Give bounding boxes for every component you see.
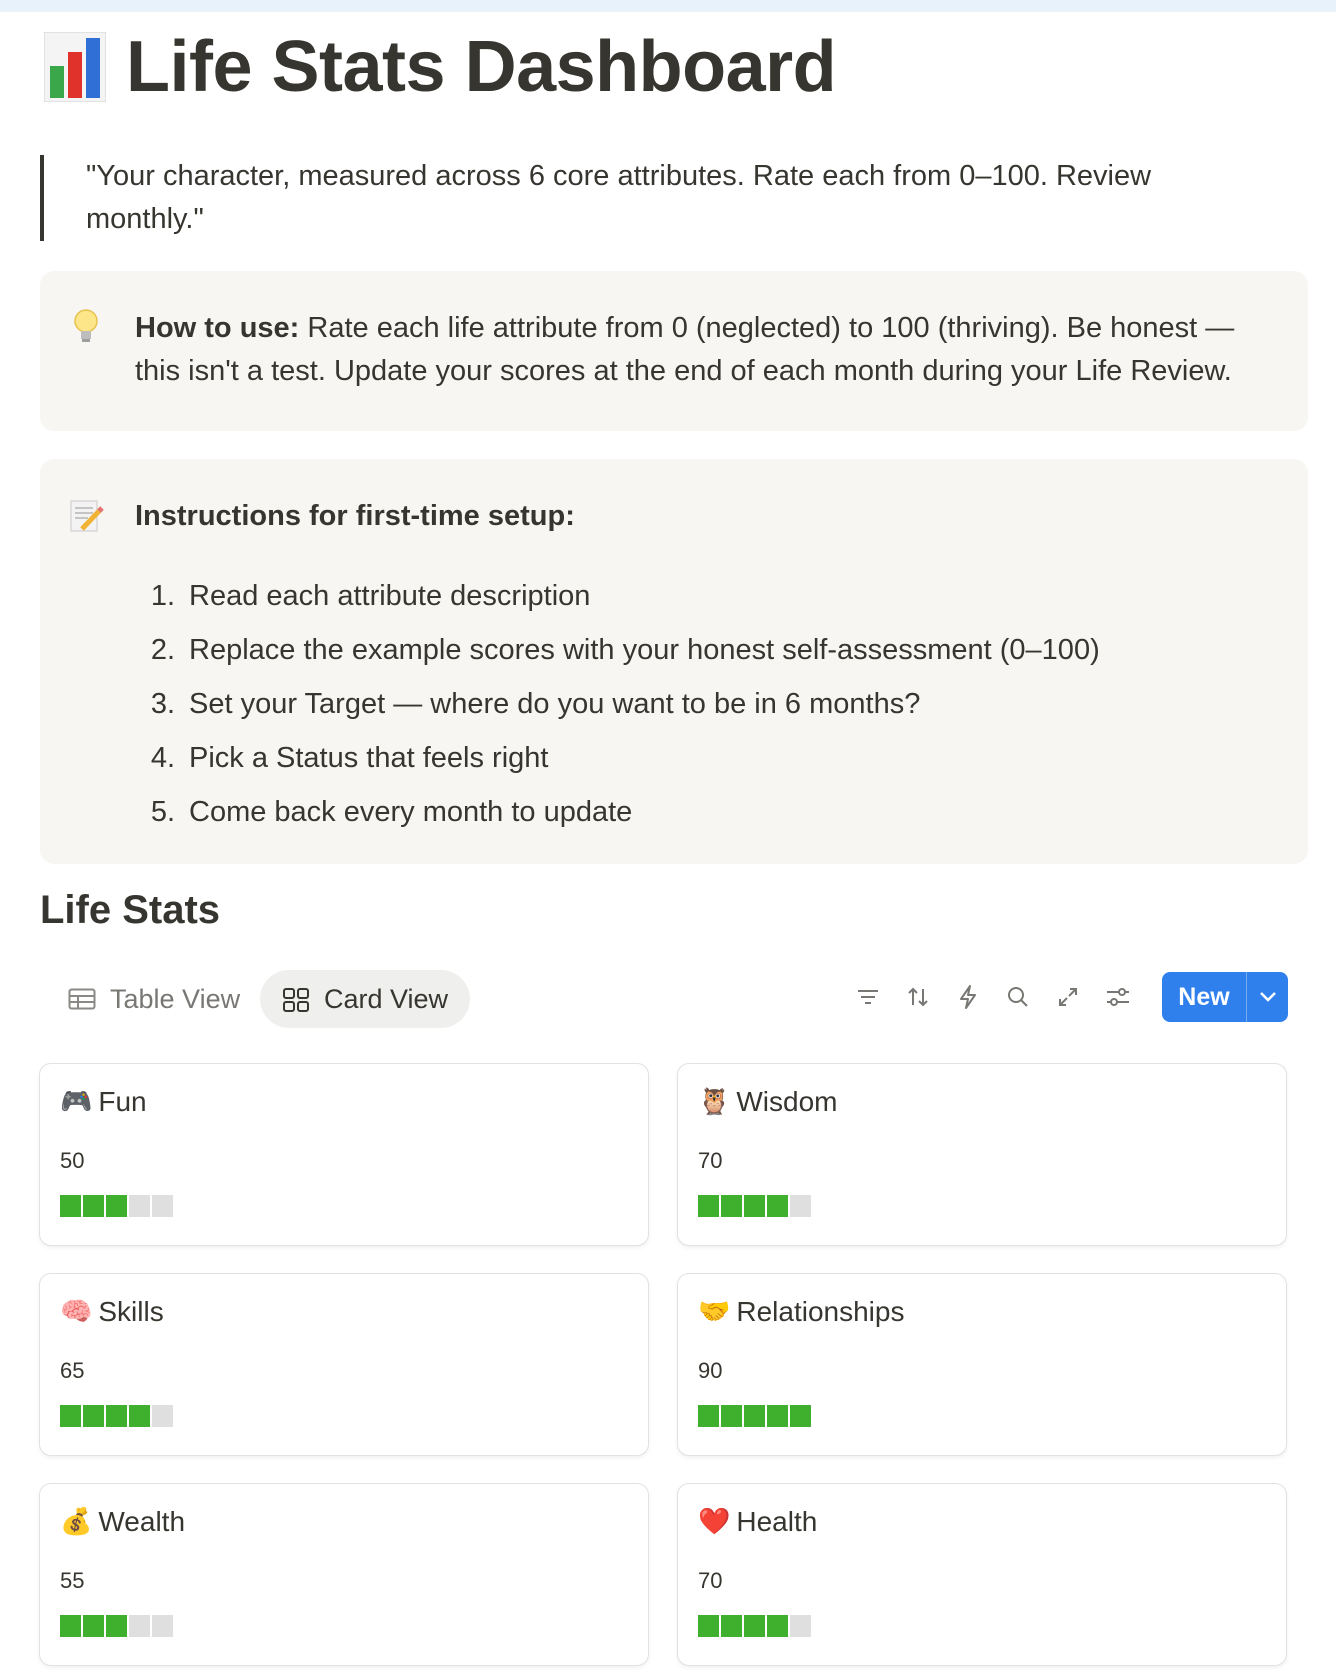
card-name: Health [736,1506,818,1537]
game-controller-icon: 🎮 [60,1087,93,1117]
progress-segment-filled [767,1405,788,1427]
progress-bar [60,1615,173,1637]
progress-segment-filled [721,1615,742,1637]
brain-icon: 🧠 [60,1297,93,1327]
step-text: Replace the example scores with your honest self-assessment (0–100) [189,633,1100,666]
progress-segment-filled [744,1615,765,1637]
step-text: Pick a Status that feels right [189,741,549,774]
progress-segment-filled [767,1195,788,1217]
new-button-label: New [1178,982,1230,1011]
stat-card-health[interactable] [677,1483,1287,1666]
top-bar [0,0,1336,12]
sort-icon[interactable] [900,979,936,1015]
progress-segment-empty [129,1615,150,1637]
tab-card-view[interactable] [260,970,470,1028]
how-to-use-callout [40,271,1308,431]
card-score: 70 [698,1568,723,1593]
money-bag-icon: 💰 [60,1507,93,1537]
card-score: 55 [60,1568,85,1593]
page-title: Life Stats Dashboard [126,27,837,107]
step-number: 2. [150,633,175,666]
stat-card-relationships[interactable] [677,1273,1287,1456]
progress-segment-filled [767,1615,788,1637]
progress-segment-empty [152,1405,173,1427]
stat-card-wealth[interactable] [39,1483,649,1666]
memo-icon [68,495,104,535]
progress-segment-filled [60,1405,81,1427]
how-to-use-label: How to use: [135,312,300,344]
progress-segment-filled [721,1195,742,1217]
stat-card-skills[interactable] [39,1273,649,1456]
progress-segment-filled [106,1405,127,1427]
list-item [135,677,1100,731]
card-score: 70 [698,1148,723,1173]
progress-segment-filled [106,1615,127,1637]
settings-icon[interactable] [1100,979,1136,1015]
progress-segment-filled [744,1195,765,1217]
tab-label: Card View [324,983,449,1014]
view-toolbar [850,972,1288,1022]
quote-block: "Your character, measured across 6 core attributes. Rate each from 0–100. Review monthly." [40,155,1240,241]
card-title [698,1296,904,1328]
search-icon[interactable] [1000,979,1036,1015]
list-item [135,569,1100,623]
grid-icon [282,987,310,1011]
progress-segment-empty [129,1195,150,1217]
progress-segment-filled [83,1615,104,1637]
progress-bar [698,1405,811,1427]
card-title [698,1506,817,1538]
card-name: Skills [98,1296,164,1327]
light-bulb-icon [68,307,104,347]
progress-segment-empty [152,1195,173,1217]
card-name: Relationships [736,1296,905,1327]
card-title [60,1296,164,1328]
list-item [135,731,1100,785]
step-text: Set your Target — where do you want to be in 6 months? [189,687,921,720]
progress-bar [698,1195,811,1217]
progress-segment-filled [129,1405,150,1427]
card-name: Fun [98,1086,147,1117]
progress-segment-filled [60,1195,81,1217]
progress-segment-filled [83,1405,104,1427]
progress-segment-empty [152,1615,173,1637]
how-to-use-text [135,307,1268,393]
progress-segment-filled [698,1615,719,1637]
step-number: 3. [150,687,175,720]
progress-bar [60,1405,173,1427]
step-number: 4. [150,741,175,774]
table-icon [68,987,96,1011]
progress-bar [60,1195,173,1217]
card-title [60,1506,185,1538]
stat-card-wisdom[interactable] [677,1063,1287,1246]
chevron-down-icon[interactable] [1247,972,1288,1022]
step-text: Read each attribute description [189,579,591,612]
progress-segment-filled [106,1195,127,1217]
step-text: Come back every month to update [189,795,633,828]
card-title [60,1086,147,1118]
progress-segment-empty [790,1615,811,1637]
card-name: Wealth [98,1506,186,1537]
card-name: Wisdom [736,1086,838,1117]
progress-segment-filled [698,1405,719,1427]
list-item [135,785,1100,839]
page-header [44,22,836,112]
progress-segment-filled [60,1615,81,1637]
progress-segment-filled [698,1195,719,1217]
how-to-use-description: Rate each life attribute from 0 (neglected) to 100 (thriving). Be honest — this isn't a test. Update your scores at the end of each month during your Life Review. [135,312,1235,387]
bar-chart-icon [44,32,106,102]
step-number: 5. [150,795,175,828]
tab-label: Table View [110,983,241,1014]
tab-table-view[interactable] [46,970,262,1028]
heart-icon: ❤️ [698,1507,731,1537]
progress-segment-filled [721,1405,742,1427]
handshake-icon: 🤝 [698,1297,731,1327]
filter-icon[interactable] [850,979,886,1015]
card-score: 50 [60,1148,85,1173]
progress-segment-filled [790,1405,811,1427]
card-score: 90 [698,1358,723,1383]
section-title: Life Stats [40,888,221,932]
card-score: 65 [60,1358,85,1383]
new-button[interactable] [1162,972,1288,1022]
progress-segment-empty [790,1195,811,1217]
progress-segment-filled [83,1195,104,1217]
progress-segment-filled [744,1405,765,1427]
card-title [698,1086,838,1118]
setup-instructions-callout [40,459,1308,864]
progress-bar [698,1615,811,1637]
automation-icon[interactable] [950,979,986,1015]
owl-icon: 🦉 [698,1087,731,1117]
list-item [135,623,1100,677]
expand-icon[interactable] [1050,979,1086,1015]
setup-steps-list [135,569,1100,839]
setup-title: Instructions for first-time setup: [135,500,575,532]
stat-card-fun[interactable] [39,1063,649,1246]
database-view-bar [40,968,1288,1028]
step-number: 1. [150,579,175,612]
